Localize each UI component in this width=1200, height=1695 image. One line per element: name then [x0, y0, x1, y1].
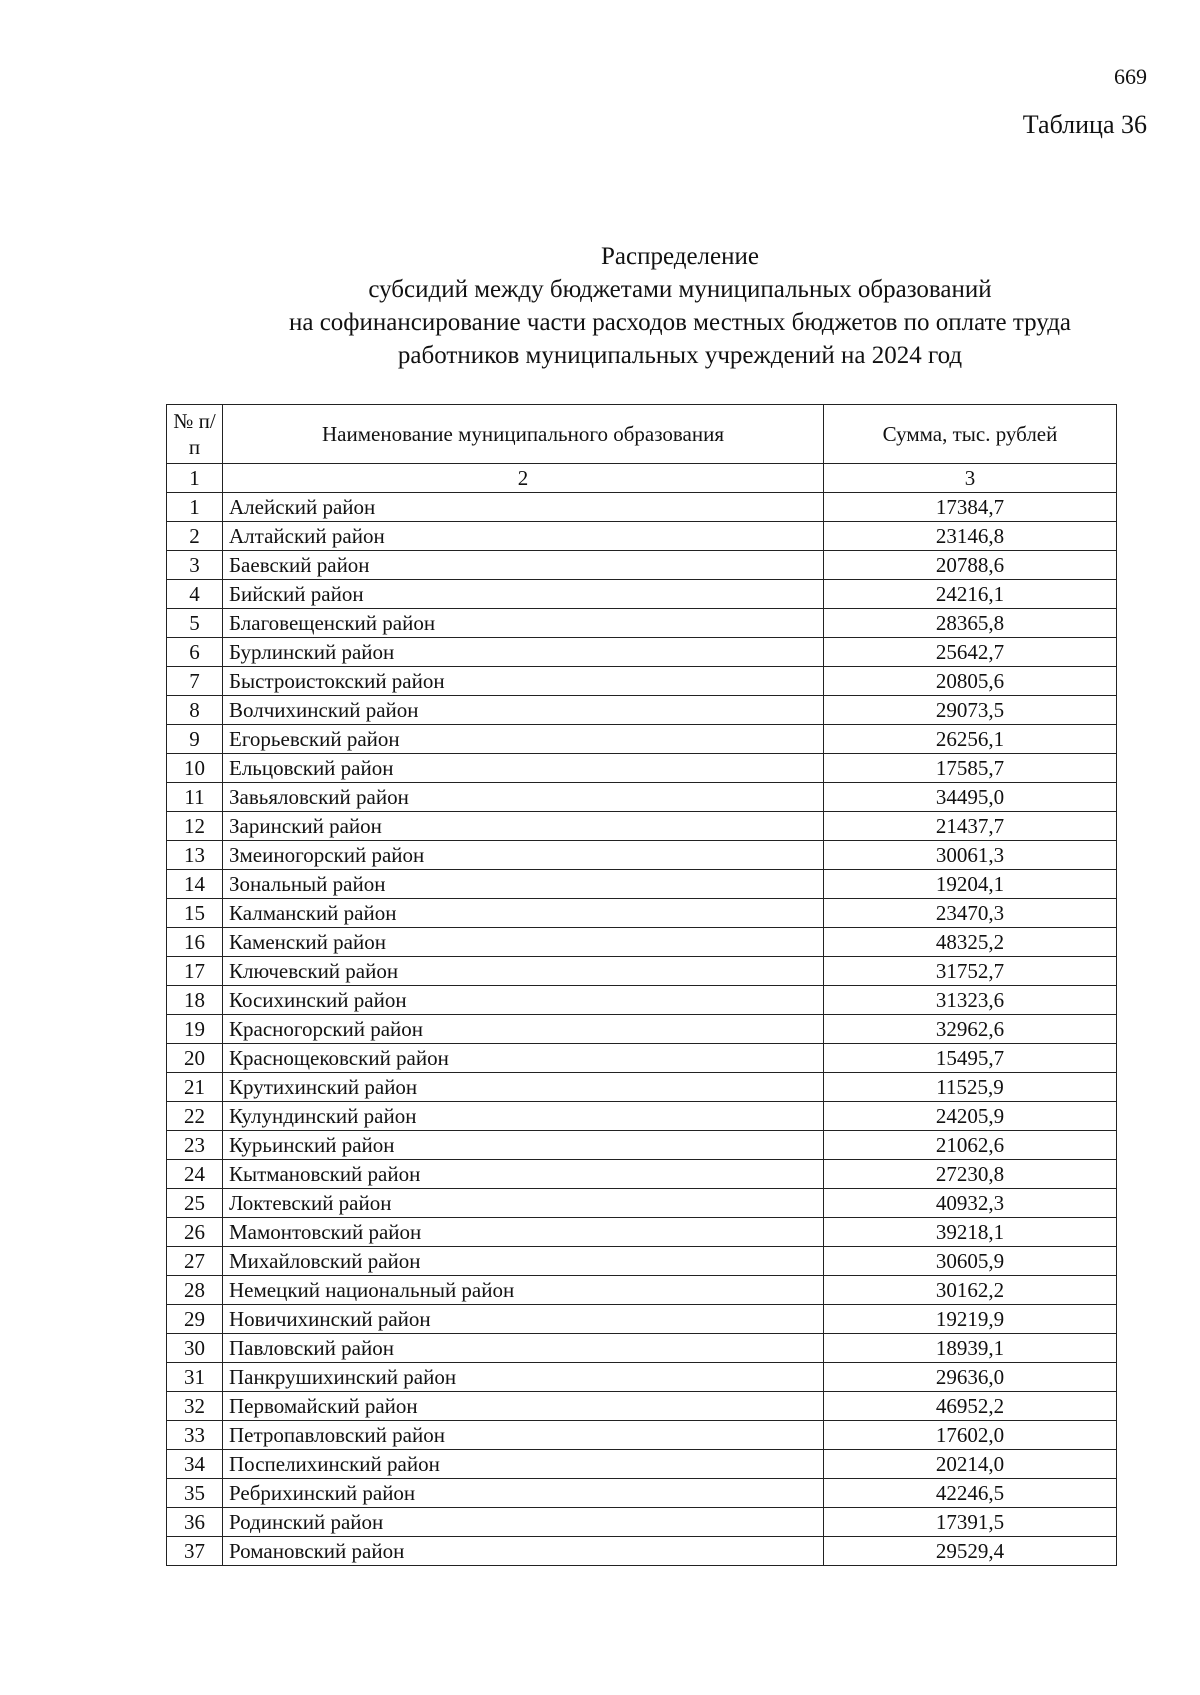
column-index-2: 2 — [223, 464, 824, 493]
column-index-3: 3 — [824, 464, 1117, 493]
row-sum: 25642,7 — [824, 638, 1117, 667]
row-number: 8 — [167, 696, 223, 725]
row-sum: 32962,6 — [824, 1015, 1117, 1044]
row-number: 18 — [167, 986, 223, 1015]
table-header-row — [167, 405, 1117, 464]
table-row — [167, 1276, 1117, 1305]
row-name: Егорьевский район — [223, 725, 824, 754]
row-number: 6 — [167, 638, 223, 667]
table-row — [167, 957, 1117, 986]
table-row — [167, 1218, 1117, 1247]
table-row — [167, 667, 1117, 696]
row-name: Павловский район — [223, 1334, 824, 1363]
row-name: Локтевский район — [223, 1189, 824, 1218]
row-sum: 29073,5 — [824, 696, 1117, 725]
row-name: Петропавловский район — [223, 1421, 824, 1450]
row-sum: 17384,7 — [824, 493, 1117, 522]
row-number: 20 — [167, 1044, 223, 1073]
row-number: 14 — [167, 870, 223, 899]
table-row — [167, 1334, 1117, 1363]
row-name: Алейский район — [223, 493, 824, 522]
row-name: Благовещенский район — [223, 609, 824, 638]
row-sum: 40932,3 — [824, 1189, 1117, 1218]
row-name: Первомайский район — [223, 1392, 824, 1421]
row-number: 2 — [167, 522, 223, 551]
row-sum: 46952,2 — [824, 1392, 1117, 1421]
row-sum: 27230,8 — [824, 1160, 1117, 1189]
row-name: Бурлинский район — [223, 638, 824, 667]
row-number: 11 — [167, 783, 223, 812]
row-sum: 24205,9 — [824, 1102, 1117, 1131]
row-name: Кулундинский район — [223, 1102, 824, 1131]
table-row — [167, 1073, 1117, 1102]
row-name: Калманский район — [223, 899, 824, 928]
row-sum: 11525,9 — [824, 1073, 1117, 1102]
table-row — [167, 1160, 1117, 1189]
row-sum: 48325,2 — [824, 928, 1117, 957]
row-name: Баевский район — [223, 551, 824, 580]
document-title — [200, 240, 1160, 372]
row-sum: 42246,5 — [824, 1479, 1117, 1508]
row-name: Красногорский район — [223, 1015, 824, 1044]
row-sum: 24216,1 — [824, 580, 1117, 609]
row-sum: 39218,1 — [824, 1218, 1117, 1247]
table-row — [167, 1450, 1117, 1479]
row-name: Ельцовский район — [223, 754, 824, 783]
row-name: Кытмановский район — [223, 1160, 824, 1189]
row-name: Романовский район — [223, 1537, 824, 1566]
table-label: Таблица 36 — [1022, 110, 1147, 139]
row-number: 15 — [167, 899, 223, 928]
row-number: 17 — [167, 957, 223, 986]
row-name: Волчихинский район — [223, 696, 824, 725]
table-row — [167, 899, 1117, 928]
row-sum: 30605,9 — [824, 1247, 1117, 1276]
row-number: 35 — [167, 1479, 223, 1508]
row-name: Михайловский район — [223, 1247, 824, 1276]
table-row — [167, 1508, 1117, 1537]
row-name: Быстроистокский район — [223, 667, 824, 696]
row-sum: 21062,6 — [824, 1131, 1117, 1160]
row-sum: 30162,2 — [824, 1276, 1117, 1305]
row-number: 7 — [167, 667, 223, 696]
table-row — [167, 754, 1117, 783]
row-sum: 30061,3 — [824, 841, 1117, 870]
row-sum: 28365,8 — [824, 609, 1117, 638]
table-row — [167, 1537, 1117, 1566]
row-name: Краснощековский район — [223, 1044, 824, 1073]
row-name: Завьяловский район — [223, 783, 824, 812]
table-row — [167, 580, 1117, 609]
row-name: Курьинский район — [223, 1131, 824, 1160]
page-number: 669 — [1114, 64, 1147, 89]
row-number: 21 — [167, 1073, 223, 1102]
row-sum: 17585,7 — [824, 754, 1117, 783]
row-name: Новичихинский район — [223, 1305, 824, 1334]
table-row — [167, 1015, 1117, 1044]
row-number: 26 — [167, 1218, 223, 1247]
table-row — [167, 638, 1117, 667]
row-sum: 19204,1 — [824, 870, 1117, 899]
row-name: Ключевский район — [223, 957, 824, 986]
row-number: 1 — [167, 493, 223, 522]
row-sum: 26256,1 — [824, 725, 1117, 754]
table-row — [167, 1189, 1117, 1218]
row-sum: 17602,0 — [824, 1421, 1117, 1450]
row-number: 34 — [167, 1450, 223, 1479]
row-sum: 23146,8 — [824, 522, 1117, 551]
table-row — [167, 1392, 1117, 1421]
row-name: Немецкий национальный район — [223, 1276, 824, 1305]
row-number: 37 — [167, 1537, 223, 1566]
row-number: 31 — [167, 1363, 223, 1392]
row-name: Мамонтовский район — [223, 1218, 824, 1247]
row-sum: 17391,5 — [824, 1508, 1117, 1537]
row-number: 28 — [167, 1276, 223, 1305]
row-name: Заринский район — [223, 812, 824, 841]
table-row — [167, 493, 1117, 522]
row-name: Зональный район — [223, 870, 824, 899]
row-number: 30 — [167, 1334, 223, 1363]
row-name: Родинский район — [223, 1508, 824, 1537]
row-sum: 20805,6 — [824, 667, 1117, 696]
table-row — [167, 812, 1117, 841]
row-sum: 31323,6 — [824, 986, 1117, 1015]
row-number: 32 — [167, 1392, 223, 1421]
header-num: № п/п — [167, 405, 223, 464]
row-sum: 29529,4 — [824, 1537, 1117, 1566]
table-body — [167, 493, 1117, 1566]
row-sum: 34495,0 — [824, 783, 1117, 812]
table-row — [167, 696, 1117, 725]
row-sum: 15495,7 — [824, 1044, 1117, 1073]
row-name: Ребрихинский район — [223, 1479, 824, 1508]
row-name: Змеиногорский район — [223, 841, 824, 870]
row-sum: 23470,3 — [824, 899, 1117, 928]
row-sum: 20214,0 — [824, 1450, 1117, 1479]
table-row — [167, 1363, 1117, 1392]
table-row — [167, 609, 1117, 638]
row-number: 27 — [167, 1247, 223, 1276]
table-row — [167, 783, 1117, 812]
row-number: 24 — [167, 1160, 223, 1189]
row-number: 33 — [167, 1421, 223, 1450]
table-row — [167, 986, 1117, 1015]
row-number: 25 — [167, 1189, 223, 1218]
row-number: 9 — [167, 725, 223, 754]
header-sum: Сумма, тыс. рублей — [824, 405, 1117, 464]
table-row — [167, 1479, 1117, 1508]
row-name: Поспелихинский район — [223, 1450, 824, 1479]
column-index-row — [167, 464, 1117, 493]
table-row — [167, 1247, 1117, 1276]
row-number: 23 — [167, 1131, 223, 1160]
table-row — [167, 1044, 1117, 1073]
row-sum: 18939,1 — [824, 1334, 1117, 1363]
row-sum: 20788,6 — [824, 551, 1117, 580]
title-line-2: субсидий между бюджетами муниципальных образований — [368, 276, 992, 303]
table-row — [167, 1131, 1117, 1160]
row-sum: 21437,7 — [824, 812, 1117, 841]
row-number: 16 — [167, 928, 223, 957]
row-number: 3 — [167, 551, 223, 580]
row-name: Крутихинский район — [223, 1073, 824, 1102]
row-name: Алтайский район — [223, 522, 824, 551]
table-row — [167, 928, 1117, 957]
table-row — [167, 522, 1117, 551]
row-name: Панкрушихинский район — [223, 1363, 824, 1392]
row-name: Косихинский район — [223, 986, 824, 1015]
row-number: 4 — [167, 580, 223, 609]
column-index-1: 1 — [167, 464, 223, 493]
title-line-3: на софинансирование части расходов местных бюджетов по оплате труда — [288, 309, 1072, 336]
row-name: Бийский район — [223, 580, 824, 609]
table-row — [167, 870, 1117, 899]
table-row — [167, 841, 1117, 870]
table-row — [167, 1102, 1117, 1131]
row-number: 29 — [167, 1305, 223, 1334]
subsidy-table — [166, 404, 1117, 1566]
row-number: 19 — [167, 1015, 223, 1044]
row-number: 13 — [167, 841, 223, 870]
row-sum: 19219,9 — [824, 1305, 1117, 1334]
row-sum: 31752,7 — [824, 957, 1117, 986]
title-line-1: Распределение — [601, 243, 759, 270]
table-row — [167, 725, 1117, 754]
row-number: 10 — [167, 754, 223, 783]
row-number: 5 — [167, 609, 223, 638]
row-number: 36 — [167, 1508, 223, 1537]
header-name: Наименование муниципального образования — [223, 405, 824, 464]
table-row — [167, 551, 1117, 580]
row-sum: 29636,0 — [824, 1363, 1117, 1392]
row-name: Каменский район — [223, 928, 824, 957]
title-line-4: работников муниципальных учреждений на 2024 год — [397, 342, 963, 369]
row-number: 12 — [167, 812, 223, 841]
table-row — [167, 1421, 1117, 1450]
table-row — [167, 1305, 1117, 1334]
row-number: 22 — [167, 1102, 223, 1131]
